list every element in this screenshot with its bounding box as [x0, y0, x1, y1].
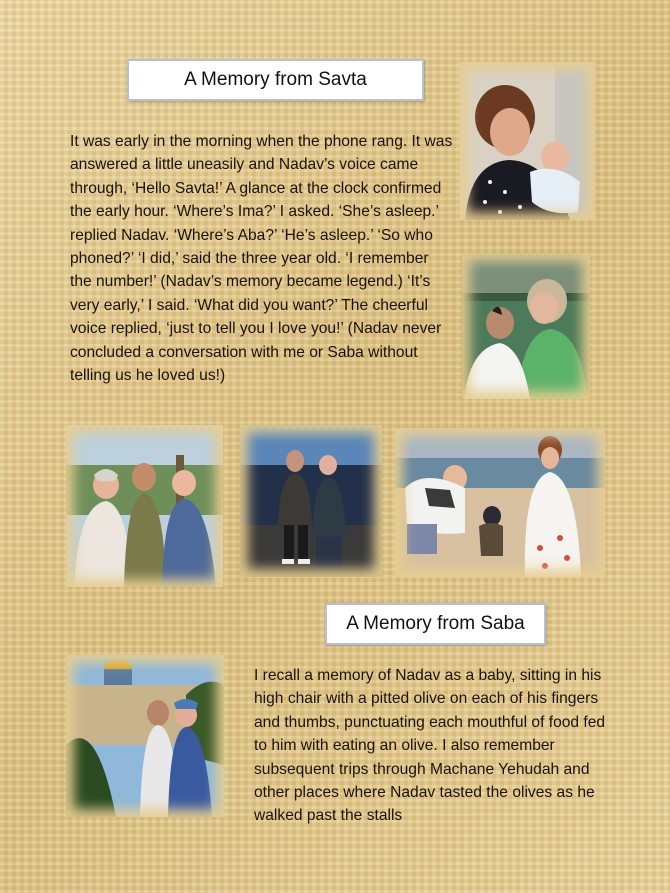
saba-memory-text: I recall a memory of Nadav as a baby, sitting in his high chair with a pitted olive on each of his fingers and thumbs, punctuating each mouthful of food fed to him with eating an olive. I also remember subsequent trips through Machane Yehudah and other places where Nadav tasted the olives as he walked past the stalls	[254, 667, 606, 825]
savta-memory-text: It was early in the morning when the phone rang. It was answered a little uneasily and Nadav’s voice came through, ‘Hello Savta!’ A glance at the clock confirmed the early hour. ‘Where’s Ima?’ I asked. ‘She’s asleep.’ replied Nadav. ‘Where’s Aba?’ ‘He’s asleep.’ ‘So who phoned?’ ‘I did,’ said the three year old. ‘I remember the number!’ (Nadav’s memory became legend.) ‘It’s very early,’ I said. ‘What did you want?’ The cheerful voice replied, ‘just to tell you I love you!’ (Nadav never concluded a conversation with me or Saba without telling us he loved us!)	[70, 133, 453, 385]
photo-jerusalem-old-city	[66, 655, 224, 817]
saba-title-box	[325, 603, 546, 645]
photo-soldier-with-grandparents	[66, 425, 223, 587]
photo-beach-family	[395, 428, 605, 577]
savta-title-box	[127, 59, 424, 101]
saba-title: A Memory from Saba	[346, 613, 525, 634]
photo-young-man-and-grandfather-night	[240, 425, 382, 577]
savta-title: A Memory from Savta	[184, 69, 367, 90]
photo-grandmother-with-baby	[460, 62, 595, 220]
photo-grandmother-and-boy	[462, 253, 590, 399]
